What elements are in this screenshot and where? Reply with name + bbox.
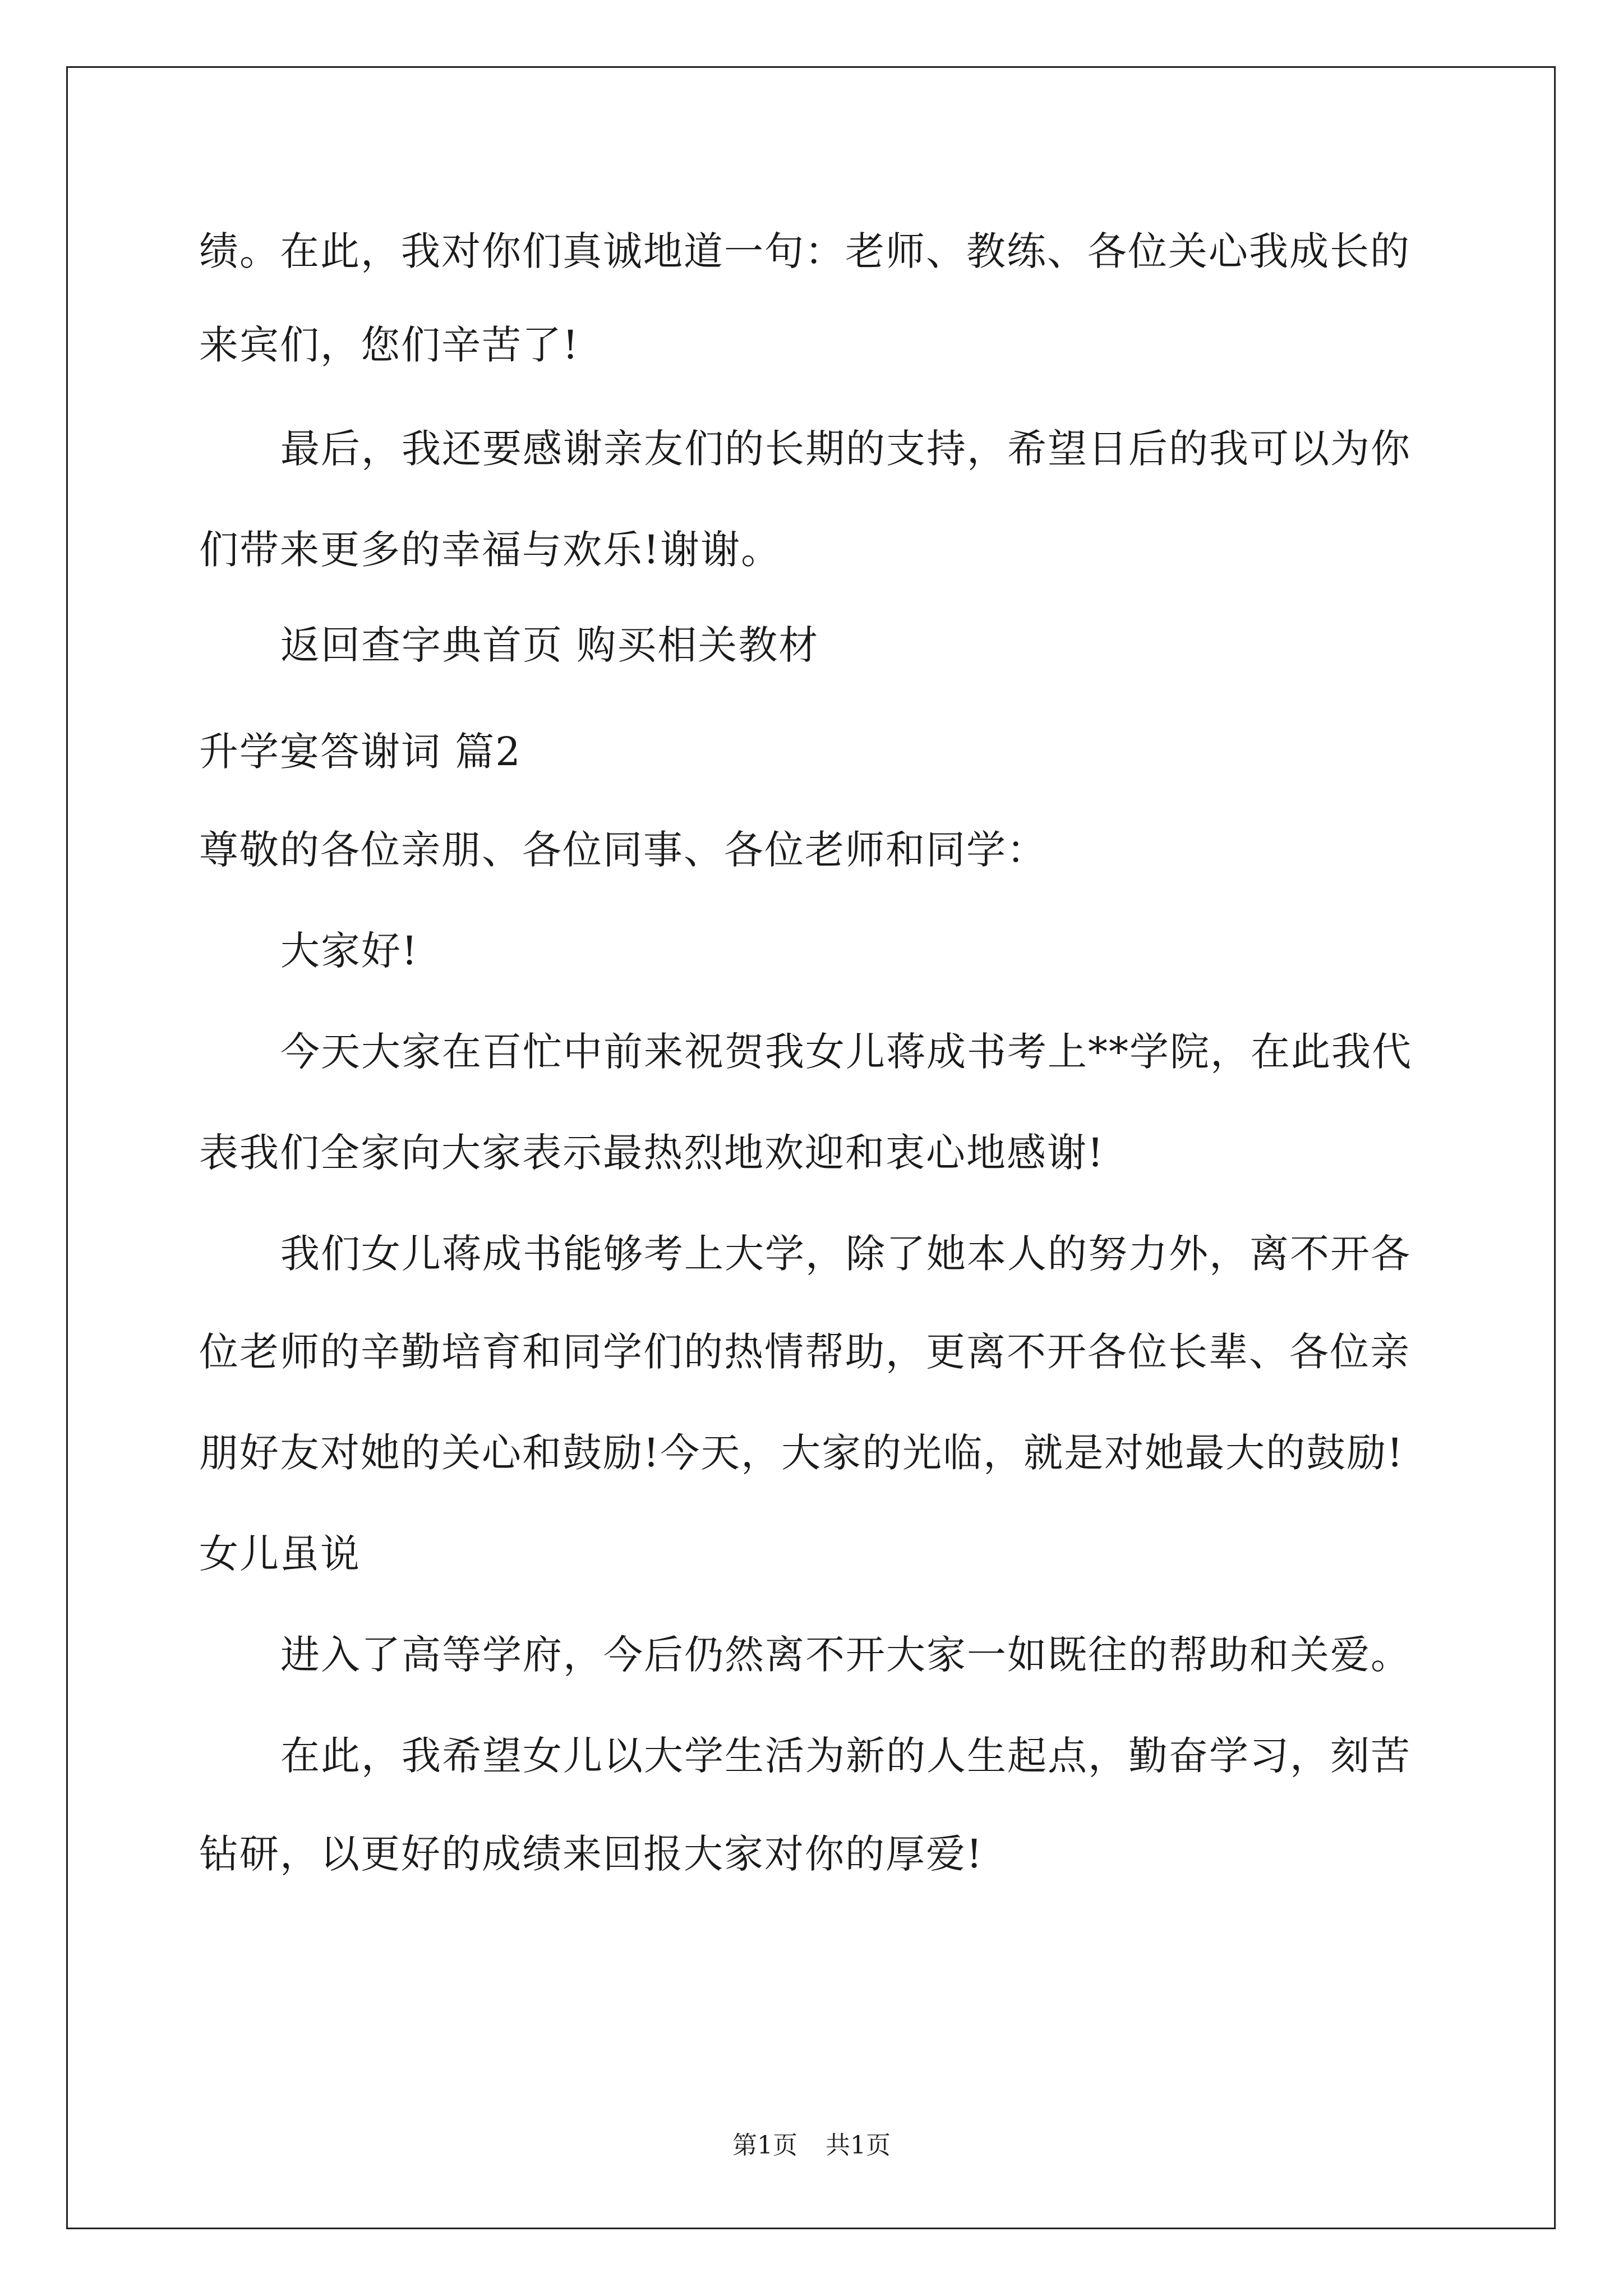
body-line-11: 我们女儿蒋成书能够考上大学，除了她本人的努力外，离不开各 [280,1231,1411,1277]
page-total: 共1页 [826,2131,891,2160]
body-line-3: 最后，我还要感谢亲友们的长期的支持，希望日后的我可以为你 [280,426,1411,472]
body-line-15: 进入了高等学府，今后仍然离不开大家一如既往的帮助和关爱。 [280,1632,1411,1678]
page-footer [0,2129,1623,2162]
section-heading: 升学宴答谢词 篇2 [199,729,522,775]
body-line-12: 位老师的辛勤培育和同学们的热情帮助，更离不开各位长辈、各位亲 [199,1329,1410,1375]
page-number: 第1页 [732,2131,797,2160]
body-line-10: 表我们全家向大家表示最热烈地欢迎和衷心地感谢! [199,1130,1105,1176]
body-line-16: 在此，我希望女儿以大学生活为新的人生起点，勤奋学习，刻苦 [280,1733,1411,1779]
body-line-17: 钻研，以更好的成绩来回报大家对你的厚爱! [199,1831,984,1877]
body-line-5: 返回查字典首页 购买相关教材 [280,622,819,668]
body-line-2: 来宾们，您们辛苦了! [199,322,580,368]
body-line-9: 今天大家在百忙中前来祝贺我女儿蒋成书考上**学院，在此我代 [280,1029,1412,1075]
body-line-1: 绩。在此，我对你们真诚地道一句：老师、教练、各位关心我成长的 [199,228,1410,274]
body-line-13: 朋好友对她的关心和鼓励!今天，大家的光临，就是对她最大的鼓励! [199,1430,1404,1476]
salutation: 尊敬的各位亲朋、各位同事、各位老师和同学： [199,827,1047,873]
greeting: 大家好! [280,928,419,974]
body-line-14: 女儿虽说 [199,1531,361,1577]
body-line-4: 们带来更多的幸福与欢乐!谢谢。 [199,527,782,573]
